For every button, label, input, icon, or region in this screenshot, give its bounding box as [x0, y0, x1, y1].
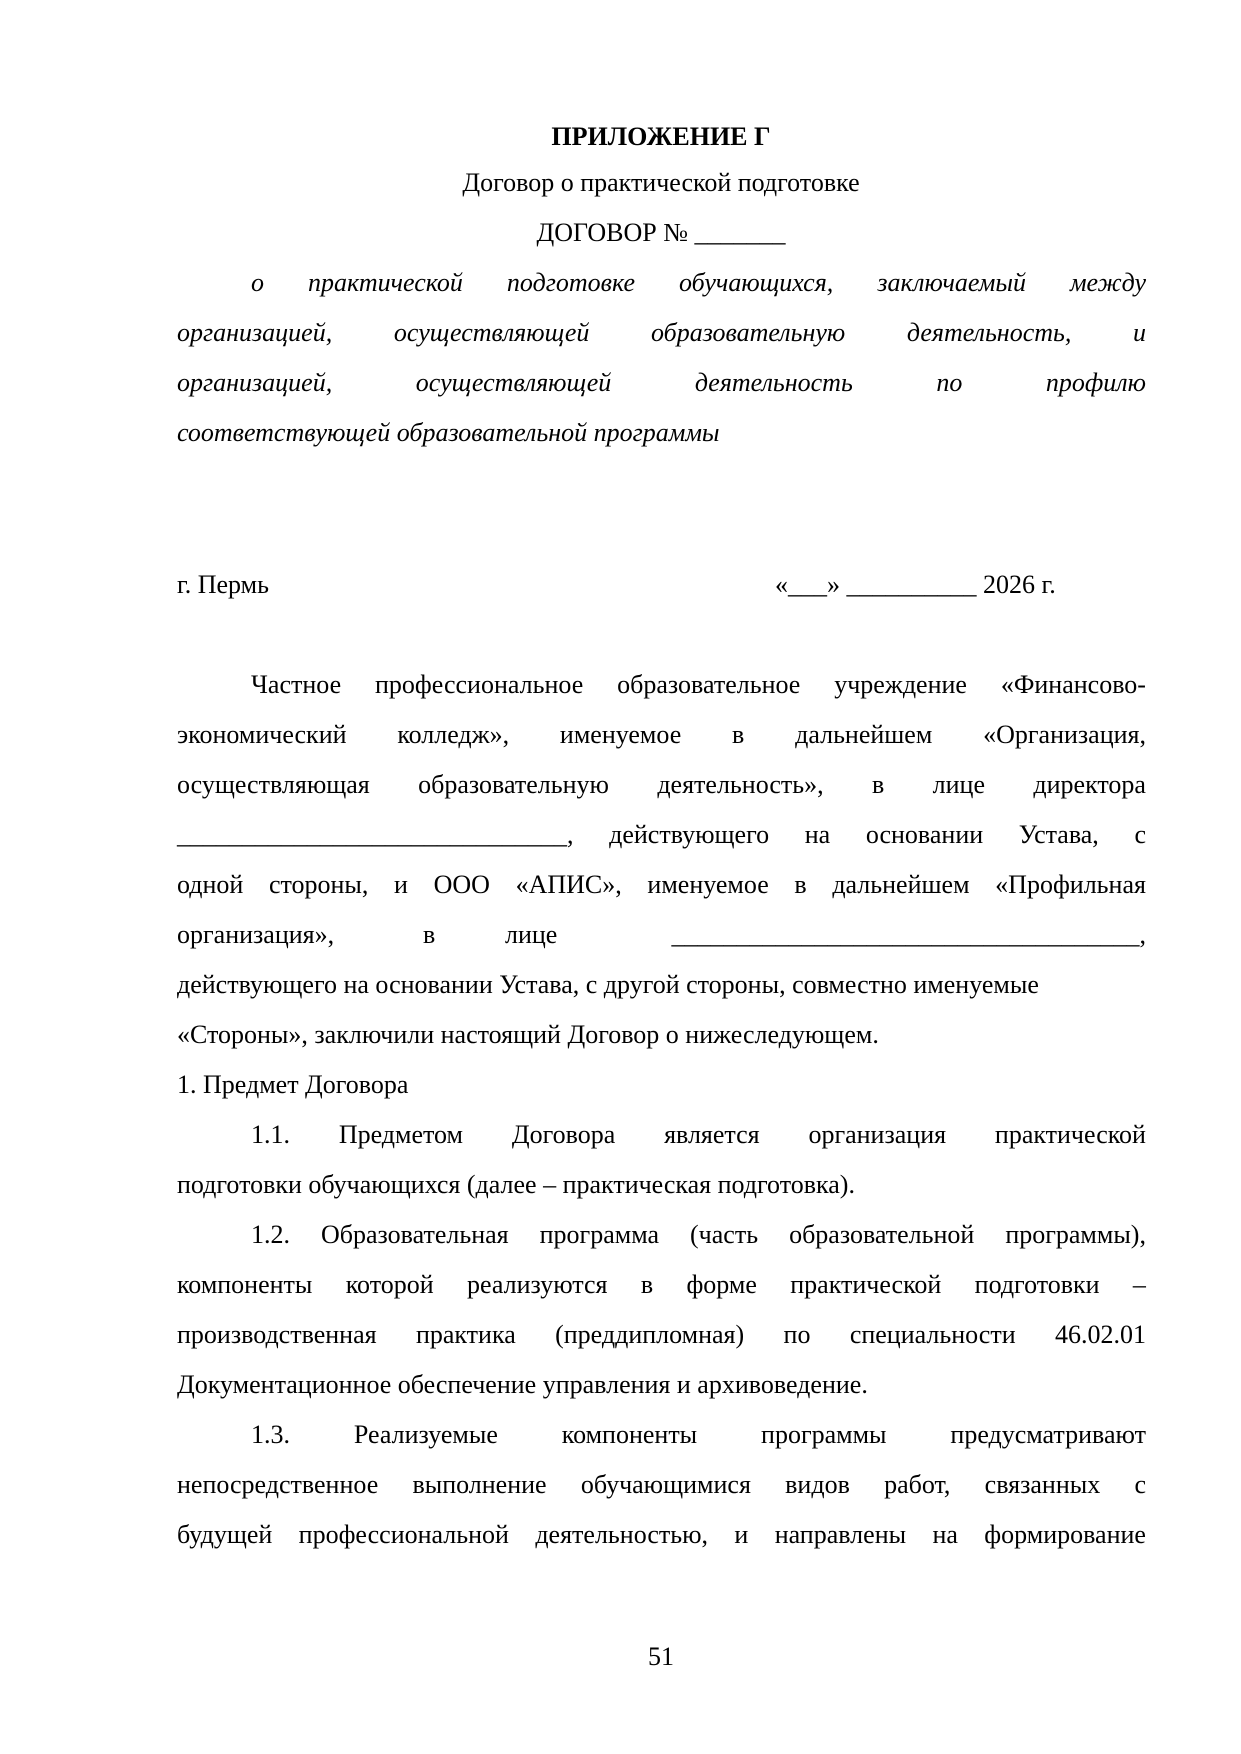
paragraph-line	[177, 722, 1146, 748]
line-word: Реализуемые	[353, 1420, 498, 1449]
line-word: по	[936, 368, 963, 397]
line-word: организацией,	[177, 318, 333, 347]
line-word: между	[1069, 268, 1146, 297]
paragraph-line: Документационное обеспечение управления и архивоведение.	[177, 1370, 868, 1399]
line-word: организация	[808, 1120, 947, 1149]
paragraph-line	[177, 1272, 1146, 1298]
line-word: именуемое	[559, 720, 682, 749]
preamble-line: соответствующей образовательной программы	[177, 418, 720, 447]
line-word: выполнение	[412, 1470, 547, 1499]
line-word: лице	[932, 770, 986, 799]
line-word: образовательной	[789, 1220, 975, 1249]
paragraph-line	[251, 1122, 1146, 1148]
paragraph-line	[177, 1522, 1146, 1548]
line-word: «Финансово-	[1000, 670, 1146, 699]
line-word: компоненты	[561, 1420, 698, 1449]
line-word: обучающихся,	[679, 268, 834, 297]
line-word: практической	[994, 1120, 1146, 1149]
line-word: одной	[177, 870, 244, 899]
line-word: практической	[308, 268, 463, 297]
line-word: 1.1.	[251, 1120, 290, 1149]
line-word: предусматривают	[950, 1420, 1146, 1449]
line-word: Договора	[511, 1120, 616, 1149]
line-word: с	[1134, 1470, 1146, 1499]
line-word: экономический	[177, 720, 347, 749]
paragraph-line	[177, 872, 1146, 898]
line-word: «Организация,	[983, 720, 1146, 749]
line-word: форме	[686, 1270, 757, 1299]
line-word: на	[804, 820, 831, 849]
line-word: подготовке	[506, 268, 635, 297]
line-word: с	[1134, 820, 1146, 849]
line-word: специальности	[849, 1320, 1016, 1349]
line-word: направлены	[774, 1520, 907, 1549]
line-word: дальнейшем	[795, 720, 933, 749]
appendix-heading: ПРИЛОЖЕНИЕ Г	[551, 122, 771, 151]
line-word: ____________________________________,	[671, 920, 1146, 949]
line-word: которой	[345, 1270, 434, 1299]
line-word: лице	[505, 920, 558, 949]
line-word: директора	[1033, 770, 1146, 799]
line-word: организация»,	[177, 920, 335, 949]
line-word: Частное	[251, 670, 342, 699]
line-word: деятельностью,	[535, 1520, 709, 1549]
line-word: на	[932, 1520, 958, 1549]
line-word: действующего	[609, 820, 770, 849]
section-heading: 1. Предмет Договора	[177, 1070, 409, 1099]
line-word: (преддипломная)	[555, 1320, 745, 1349]
paragraph-line: «Стороны», заключили настоящий Договор о нижеследующем.	[177, 1020, 879, 1049]
contract-place: г. Пермь	[177, 570, 269, 599]
line-word: деятельность	[694, 368, 853, 397]
line-word: производственная	[177, 1320, 377, 1349]
line-word: в	[423, 920, 436, 949]
line-word: осуществляющая	[177, 770, 370, 799]
line-word: стороны,	[268, 870, 369, 899]
line-word: ООО	[433, 870, 490, 899]
line-word: программа	[539, 1220, 660, 1249]
line-word: Предметом	[338, 1120, 464, 1149]
line-word: обучающимися	[580, 1470, 751, 1499]
line-word: будущей	[177, 1520, 273, 1549]
line-word: в	[640, 1270, 654, 1299]
line-word: Устава,	[1018, 820, 1099, 849]
line-word: профессиональной	[298, 1520, 509, 1549]
contract-number: ДОГОВОР № _______	[536, 218, 786, 247]
line-word: основании	[865, 820, 984, 849]
line-word: образовательную	[651, 318, 846, 347]
line-word: профилю	[1045, 368, 1146, 397]
line-word: программы	[761, 1420, 887, 1449]
line-word: образовательное	[617, 670, 801, 699]
line-word: является	[664, 1120, 760, 1149]
preamble-line	[251, 270, 1146, 296]
page-number: 51	[648, 1642, 674, 1671]
line-word: заключаемый	[877, 268, 1026, 297]
line-word: видов	[785, 1470, 850, 1499]
paragraph-line: подготовки обучающихся (далее – практическая подготовка).	[177, 1170, 855, 1199]
paragraph-line	[251, 1222, 1146, 1248]
line-word: осуществляющей	[415, 368, 612, 397]
line-word: связанных	[984, 1470, 1101, 1499]
line-word: в	[872, 770, 885, 799]
line-word: и	[734, 1520, 749, 1549]
paragraph-line	[177, 1472, 1146, 1498]
line-word: (часть	[690, 1220, 759, 1249]
line-word: 46.02.01	[1054, 1320, 1146, 1349]
paragraph-line	[177, 1322, 1146, 1348]
preamble-line	[177, 370, 1146, 396]
line-word: колледж»,	[397, 720, 510, 749]
line-word: дальнейшем	[832, 870, 970, 899]
line-word: реализуются	[466, 1270, 608, 1299]
paragraph-line	[177, 772, 1146, 798]
paragraph-line	[251, 1422, 1146, 1448]
line-word: 1.3.	[251, 1420, 290, 1449]
paragraph-line	[251, 672, 1146, 698]
line-word: и	[1132, 318, 1146, 347]
line-word: деятельность,	[906, 318, 1072, 347]
line-word: компоненты	[177, 1270, 313, 1299]
line-word: программы),	[1005, 1220, 1146, 1249]
appendix-subtitle: Договор о практической подготовке	[462, 168, 860, 197]
line-word: практика	[415, 1320, 516, 1349]
line-word: практической	[790, 1270, 942, 1299]
contract-date: «___» __________ 2026 г.	[775, 570, 1056, 599]
line-word: организацией,	[177, 368, 333, 397]
line-word: в	[794, 870, 807, 899]
line-word: Образовательная	[321, 1220, 509, 1249]
line-word: о	[251, 268, 264, 297]
line-word: профессиональное	[375, 670, 584, 699]
line-word: формирование	[984, 1520, 1146, 1549]
line-word: учреждение	[834, 670, 967, 699]
line-word: именуемое	[647, 870, 769, 899]
line-word: образовательную	[418, 770, 609, 799]
line-word: подготовки	[974, 1270, 1100, 1299]
line-word: осуществляющей	[393, 318, 590, 347]
line-word: «АПИС»,	[515, 870, 622, 899]
line-word: ______________________________,	[177, 820, 574, 849]
line-word: деятельность»,	[657, 770, 824, 799]
line-word: по	[783, 1320, 811, 1349]
line-word: работ,	[884, 1470, 951, 1499]
paragraph-line	[177, 822, 1146, 848]
line-word: «Профильная	[995, 870, 1146, 899]
paragraph-line: действующего на основании Устава, с другой стороны, совместно именуемые	[177, 970, 1039, 999]
line-word: –	[1132, 1270, 1146, 1299]
line-word: в	[732, 720, 745, 749]
line-word: и	[394, 870, 408, 899]
line-word: непосредственное	[177, 1470, 379, 1499]
preamble-line	[177, 320, 1146, 346]
line-word: 1.2.	[251, 1220, 290, 1249]
